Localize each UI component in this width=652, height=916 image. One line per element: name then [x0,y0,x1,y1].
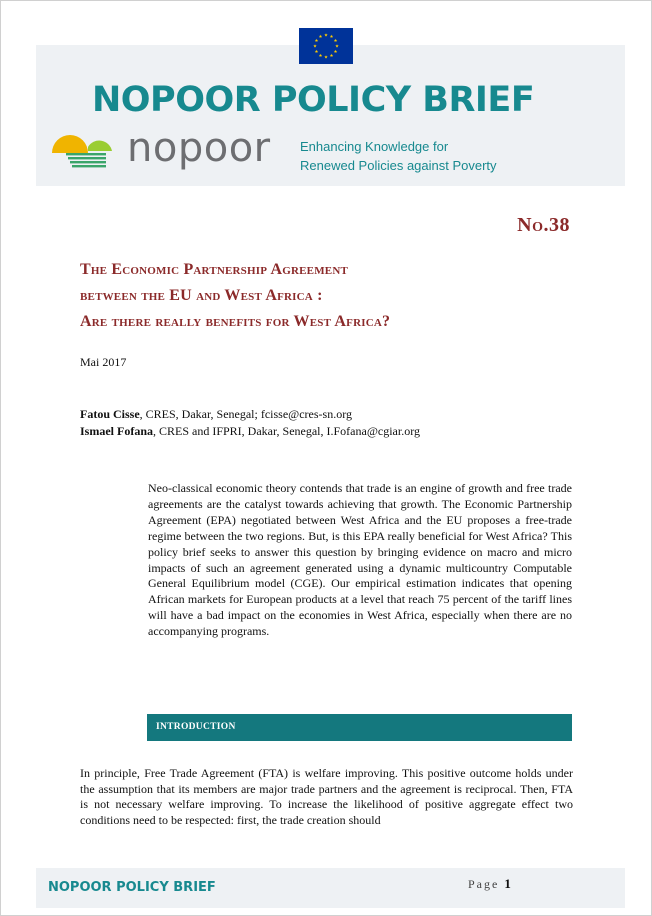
author-entry [80,406,420,423]
page-label: Page [468,877,500,891]
author-affiliation: , CRES and IFPRI, Dakar, Senegal, I.Fofana@cgiar.org [153,424,420,438]
author-affiliation: , CRES, Dakar, Senegal; fcisse@cres-sn.org [139,407,352,421]
page-indicator [468,876,511,892]
section-heading-introduction: INTRODUCTION [147,714,572,741]
author-name: Fatou Cisse [80,407,140,421]
title-line-2: between the EU and West Africa : [80,287,323,304]
tagline [300,137,497,175]
author-list [80,406,420,440]
eu-flag-icon [299,28,353,64]
nopoor-logo-icon [50,131,114,171]
introduction-text: In principle, Free Trade Agreement (FTA) is welfare improving. This positive outcome holds under the assumption that its members are major trade partners and the agreement is reciprocal. Then, FTA is not necessary welfare improving. To increase the likelihood of positive aggregate effect two conditions need to be respected: first, the trade creation should [80,766,573,827]
document-title [80,257,600,335]
footer-title: NOPOOR POLICY BRIEF [48,880,216,895]
title-line-1: The Economic Partnership Agreement [80,261,348,278]
author-name: Ismael Fofana [80,424,153,438]
abstract-text: Neo-classical economic theory contends that trade is an engine of growth and free trade agreements are the catalyst towards achieving that growth. The Economic Partnership Agreement (EPA) negotiated between West Africa and the EU proposes a free-trade regime between the two regions. But, is this EPA really beneficial for West Africa? This policy brief seeks to answer this question by bringing evidence on macro and micro impacts of such an agreement generated using a dynamic multicountry Computable General Equilibrium model (CGE). Our empirical estimation indicates that opening African markets for European products at a level that reach 75 percent of the tariff lines will have a bad impact on the economies in West Africa, especially when there are no accompanying programs. [148,481,572,639]
page-number: 1 [504,876,511,891]
tagline-line-1: Enhancing Knowledge for [300,139,449,154]
title-line-3: Are there really benefits for West Africa? [80,313,391,330]
tagline-line-2: Renewed Policies against Poverty [300,158,497,173]
publication-date: Mai 2017 [80,355,127,369]
issue-number: No.38 [517,214,570,236]
brief-title: NOPOOR POLICY BRIEF [92,80,535,120]
author-entry [80,423,420,440]
logo-wordmark: nopoor [127,125,271,171]
